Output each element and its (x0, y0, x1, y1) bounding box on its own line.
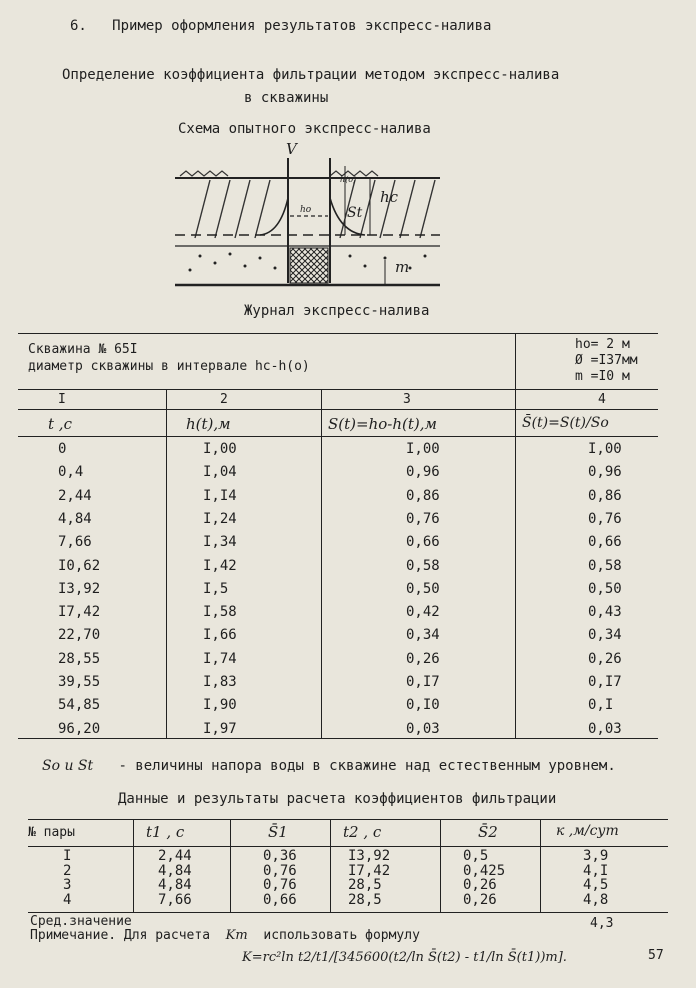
calc-cell: 7,66 (158, 891, 192, 908)
calc-cell: 0,26 (463, 891, 497, 908)
section-title (70, 18, 491, 34)
well-diameter-interval: диаметр скважины в интервале hc-h(o) (28, 359, 310, 374)
schema-label-h0: h(o) (340, 175, 357, 184)
journal-row (18, 721, 658, 745)
calc-cell: 0,425 (463, 862, 506, 879)
calc-cell: 28,5 (348, 891, 382, 908)
journal-cell: 96,20 (58, 720, 101, 737)
calc-cell: 4,I (583, 862, 609, 879)
journal-row (18, 674, 658, 698)
param-diameter: Ø =I37мм (575, 353, 638, 368)
journal-cell: 0,I7 (588, 674, 622, 690)
calc-header-t2: t2 , с (343, 823, 382, 841)
journal-cell: 0,86 (406, 487, 440, 504)
heading-line2: в скважины (244, 90, 329, 106)
journal-row (18, 697, 658, 721)
calc-rows (28, 849, 668, 909)
section-title-text: Пример оформления результатов экспресс-налива (112, 18, 492, 34)
calc-header-pair: № пары (28, 825, 75, 840)
journal-cell: 0,58 (588, 557, 622, 574)
schema-label-hc: hc (380, 188, 399, 206)
well-number: Скважина № 65I (28, 342, 138, 357)
journal-cell: I0,62 (58, 557, 101, 574)
journal-row (18, 558, 658, 582)
journal-cell: I,42 (203, 557, 237, 574)
journal-cell: I,04 (203, 464, 237, 481)
journal-cell: 0,03 (406, 720, 440, 737)
journal-cell: I,97 (203, 720, 237, 737)
remark-text: Для расчета (123, 928, 211, 943)
calc-cell: 0,76 (263, 862, 297, 879)
journal-cell: 0,96 (406, 464, 440, 481)
journal-cell: 0,I7 (406, 674, 440, 690)
calc-cell: 0,5 (463, 848, 489, 864)
calc-cell: 4 (63, 891, 72, 908)
journal-cell: I,5 (203, 580, 229, 597)
journal-row (18, 651, 658, 675)
calc-cell: 4,5 (583, 877, 609, 893)
journal-cell: 4,84 (58, 510, 92, 527)
calc-title: Данные и результаты расчета коэффициентов фильтрации (118, 791, 557, 807)
journal-cell: I3,92 (58, 580, 101, 597)
calc-cell: 4,84 (158, 862, 192, 879)
journal-cell: 0,50 (588, 580, 622, 597)
calc-cell: 4,8 (583, 891, 609, 908)
journal-cell: 0,03 (588, 720, 622, 737)
journal-cell: 0,43 (588, 604, 622, 621)
journal-cell: 7,66 (58, 534, 92, 551)
journal-row (18, 534, 658, 558)
journal-cell: 0,4 (58, 464, 84, 481)
journal-cell: I,24 (203, 510, 237, 527)
journal-cell: 28,55 (58, 650, 101, 667)
calc-cell: 2 (63, 862, 72, 879)
calc-cell: 3,9 (583, 848, 609, 864)
calc-header-t1: t1 , с (146, 823, 185, 841)
schema-label-m: m (395, 258, 410, 276)
journal-cell: I,74 (203, 650, 237, 667)
remark-km: Km (225, 928, 248, 943)
journal-cell: 0,26 (406, 650, 440, 667)
journal-cell: I,I4 (203, 487, 237, 504)
journal-cell: 0,34 (406, 627, 440, 644)
journal-cell: 0,66 (406, 534, 440, 551)
journal-title: Журнал экспресс-налива (244, 303, 430, 319)
calc-row (28, 864, 668, 878)
journal-cell: 0,66 (588, 534, 622, 551)
journal-cell: 54,85 (58, 697, 101, 714)
remark (30, 928, 420, 943)
calc-cell: 0,76 (263, 877, 297, 893)
journal-cell: 0,I0 (406, 697, 440, 714)
col-number-1: I (58, 392, 66, 407)
journal-cell: 0,26 (588, 650, 622, 667)
journal-cell: I,83 (203, 674, 237, 690)
note-so-symbols: So и St (42, 758, 94, 774)
calc-cell: 4,84 (158, 877, 192, 893)
schema-title: Схема опытного экспресс-налива (178, 121, 431, 137)
calc-row (28, 893, 668, 907)
calc-row (28, 849, 668, 863)
remark-formula: K=rc²ln t2/t1/[345600(t2/ln S̄(t2) - t1/ln S̄(t1))m]. (242, 950, 567, 965)
calc-header-s2: S̄2 (478, 823, 498, 841)
journal-cell: I,00 (588, 441, 622, 457)
schema-label-v: V (286, 140, 297, 158)
note-so-text: - величины напора воды в скважине над естественным уровнем. (118, 758, 616, 774)
journal-row (18, 441, 658, 465)
calc-header-k: к ,м/сут (556, 823, 619, 839)
calc-cell: 3 (63, 877, 72, 893)
remark-text2: использовать формулу (263, 928, 420, 943)
journal-cell: 0,58 (406, 557, 440, 574)
journal-table (18, 333, 658, 738)
journal-cell: 0,96 (588, 464, 622, 481)
calc-table (28, 817, 668, 915)
col-number-3: 3 (403, 392, 411, 407)
filter-zone (290, 248, 328, 283)
journal-row (18, 581, 658, 605)
schema-label-ho: hо (300, 205, 312, 215)
soil-hatching (195, 180, 435, 238)
calc-cell: I (63, 848, 72, 864)
remark-label: Примечание. (30, 928, 117, 943)
page-number: 57 (648, 948, 664, 963)
calc-cell: 2,44 (158, 848, 192, 864)
note-so (42, 758, 616, 774)
journal-row (18, 488, 658, 512)
journal-cell: I,90 (203, 697, 237, 714)
section-number: 6. (70, 18, 87, 34)
avg-label: Сред.значение (30, 914, 132, 929)
journal-cell: I,00 (203, 441, 237, 457)
journal-row (18, 627, 658, 651)
calc-cell: I3,92 (348, 848, 391, 864)
journal-row (18, 604, 658, 628)
journal-cell: 0,86 (588, 487, 622, 504)
col-header-h: h(t),м (186, 415, 231, 433)
calc-cell: 0,36 (263, 848, 297, 864)
journal-cell: I7,42 (58, 604, 101, 621)
param-ho: ho= 2 м (575, 337, 630, 352)
schema-label-st: St (347, 205, 363, 221)
calc-cell: 0,26 (463, 877, 497, 893)
col-number-4: 4 (598, 392, 606, 407)
journal-row (18, 464, 658, 488)
calc-cell: 28,5 (348, 877, 382, 893)
col-header-s-bar: S̄(t)=S(t)/So (522, 415, 609, 431)
journal-cell: 0,42 (406, 604, 440, 621)
calc-cell: 0,66 (263, 891, 297, 908)
journal-cell: I,00 (406, 441, 440, 457)
col-header-t: t ,с (48, 415, 72, 433)
journal-rows (18, 441, 658, 741)
journal-row (18, 511, 658, 535)
col-header-s: S(t)=ho-h(t),м (328, 415, 437, 433)
journal-cell: 22,70 (58, 627, 101, 644)
journal-cell: 0 (58, 441, 67, 457)
journal-cell: 39,55 (58, 674, 101, 690)
journal-cell: 0,76 (406, 510, 440, 527)
journal-cell: 0,I (588, 697, 614, 714)
avg-value: 4,3 (590, 916, 614, 931)
calc-row (28, 878, 668, 892)
journal-cell: 0,50 (406, 580, 440, 597)
journal-cell: I,34 (203, 534, 237, 551)
calc-cell: I7,42 (348, 862, 391, 879)
journal-cell: I,66 (203, 627, 237, 644)
param-m: m =I0 м (575, 369, 630, 384)
heading-line1: Определение коэффициента фильтрации методом экспресс-налива (62, 67, 560, 83)
calc-header-s1: S̄1 (268, 823, 288, 841)
col-number-2: 2 (220, 392, 228, 407)
journal-cell: 0,76 (588, 510, 622, 527)
journal-cell: 0,34 (588, 627, 622, 644)
journal-cell: I,58 (203, 604, 237, 621)
journal-cell: 2,44 (58, 487, 92, 504)
